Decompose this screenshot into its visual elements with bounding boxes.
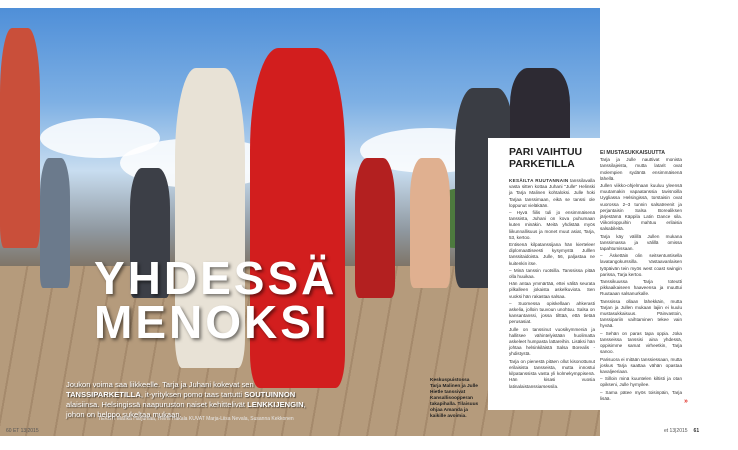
- lede-highlight: TANSSIPARKETILLA: [66, 390, 141, 399]
- paragraph: Tarja käy välillä Jullen mukana tanssimassa ja välillä omissa tapahtumissaan.: [600, 233, 682, 252]
- folio-left: 60 ET 13|2015: [6, 428, 39, 434]
- lede-text: alaisiinsa. Helsingissä naapuruston naiset kehittelivät: [66, 400, 248, 409]
- paragraph: – Sama pätee myös toisinpäin, Tarja lisää.: [600, 389, 682, 401]
- paragraph: Parisuora ei mitään tanssiessaan, mutta joskus Tarja saattaa vähän opastaa kavaljeeriaan.: [600, 356, 682, 374]
- lede-text: Joukon voima saa liikkeelle. Tarja ja Juhani kokevat sen: [66, 380, 254, 389]
- article-title: [94, 252, 338, 348]
- dancer-background: [355, 158, 395, 298]
- page-number: 61: [693, 428, 700, 434]
- paragraph: Tanssikuussa Tarja toteutti pikkaaikaiseen haaveensa ja muuttui Ruutaaan salsanurkalle.: [600, 279, 682, 297]
- lede-text: , johon on helppo sukeltaa mukaan.: [66, 400, 306, 419]
- dancer-background: [410, 158, 450, 288]
- photo-credits: TEKSTI Marika Harjumaa, Helmi Hakala KUVAT Marja-Liisa Nevala, Susanna Kekkonen: [98, 416, 294, 422]
- subheading: EI MUSTASUKKAISUUTTA: [600, 150, 665, 156]
- paragraph: Julle on tanssinut vuosikymmeniä ja hallitsee vähintelyistään huolimatta askeleet humpasta lattareihin. Lisäksi hän johtaa helsinkiläistä Salsa Borealis -yhdistystä.: [509, 326, 595, 357]
- photo-caption: Keskuspuistossa Tarja Malinen ja Julle Hietle tanssivat Kansallisoopperan takapihalla. Tilaisuus ohjaa Amanda ja kaikille avoimia.: [430, 378, 479, 419]
- paragraph: – Minä tanssin ruotsilla. Tanssissa pitää olla huuikaa.: [509, 267, 595, 280]
- text-column-2: [600, 150, 682, 403]
- lede-highlight: LENKKIJENGIN: [247, 400, 304, 409]
- paragraph: Entisenä kilpatanssijana hän kierteleer diplomaattiseesti kysymystä Julllen tanssitaidoista. Julle, 56, paljastaa ne kuitenkin itse.: [509, 242, 595, 266]
- paragraph: Tarja on pienestä pitäen ollut kisonottunut erilaisista tansseista, mutta innostui kilpatanssista vasta yli kolmekymppisenä. Hän kisasi vuosia latinalaistanssiarsessila.: [509, 358, 595, 389]
- title-line-2: MENOKSI: [94, 296, 330, 348]
- paragraph: Hän antaa ymmärtää, ettei välitä seurata pilkalleen jokaista askelkuviota. Sen vuoksi hän rakastaa salsaa.: [509, 281, 595, 299]
- lede-text: , it-yrityksen pomo taas tartutti: [140, 390, 245, 399]
- paragraph: – Hyvä fiilis tuli jo ensimmäisenä tanssista, Juhani on kova puhumaan kuten minäkin. Meitä yhdistää myös liikunnallisuus ja monet muut asiat, Tarja, 53, kertoo.: [509, 210, 595, 240]
- section-heading: PARI VAIHTUU PARKETILLA: [509, 146, 583, 170]
- paragraph: Jullen viikko-ohjelmaan kuuluu yleensä muutamakin vapaatanssia tavisnoilla Uygliassa Helsingissä, torstaisin ovat vuorossa 2–3 tunnin salsatreenit ja perjantaisin Salsa Borealiksen järjestämä Käppila Latin Dance sila. Viikonloppuihin mahtuu erilaisia salsabileitä.: [600, 183, 682, 232]
- kicker: KESÄILTA RUUTANNAIN: [509, 178, 569, 183]
- title-line-1: YHDESSÄ: [94, 252, 338, 304]
- lede-highlight: SOUTUINNON: [244, 390, 296, 399]
- issue-label: et 13|2015: [664, 428, 688, 434]
- paragraph: – Suomessa opiskellaan ahkerasti askelia, jolloin tuuvoun unohtuu. Salsa on kansantanssi, jossa tilttää, että tietää perusasiat.: [509, 300, 595, 325]
- paragraph: – Äskettäin olin seitsentuntisella lavatangokurssilla. Vastaavanlaisen työpäivän tein myös west coast swingin parissa, Tarja kertoo.: [600, 253, 682, 277]
- paragraph: – Silloin minä kuuntelen kiltisti ja otan opikseni, Julle hymyilee.: [600, 376, 682, 388]
- folio-right: [664, 428, 699, 434]
- paragraph: tanssilavalla vasta sitten kottaa Juhani "Julle" Helinski ja Tarja Malinen kohtaloksi. Julle hoki Tarjaa tanssimaan, eikä se tanssi ole loppunut vieläkään.: [509, 178, 595, 208]
- article-lede: [66, 380, 326, 420]
- dancer-left-edge: [0, 28, 40, 248]
- continue-arrow-icon: »: [684, 398, 688, 405]
- dancer-background: [40, 158, 70, 288]
- paragraph: Tanssissa ollaan lähekkäin, mutta Tarjan ja Jullen mukaan lajiin ei kuulu mustasukkaisuus. Päinvastoin, tanssipariin vaihtaminen tekee vain hyvää.: [600, 298, 682, 329]
- paragraph: – Sehän on paras tapa oppia. Joka tansseissa tanssisi aina yhdessä, oppisimme samat virheetkin, Tarja sanoo.: [600, 330, 682, 355]
- text-column-1: [509, 178, 595, 391]
- paragraph: Tarja ja Julle nauttivat monista tanssilajeista, mutta latarit ovat molempien sydäntä ensimmäisenä lähellä.: [600, 157, 682, 181]
